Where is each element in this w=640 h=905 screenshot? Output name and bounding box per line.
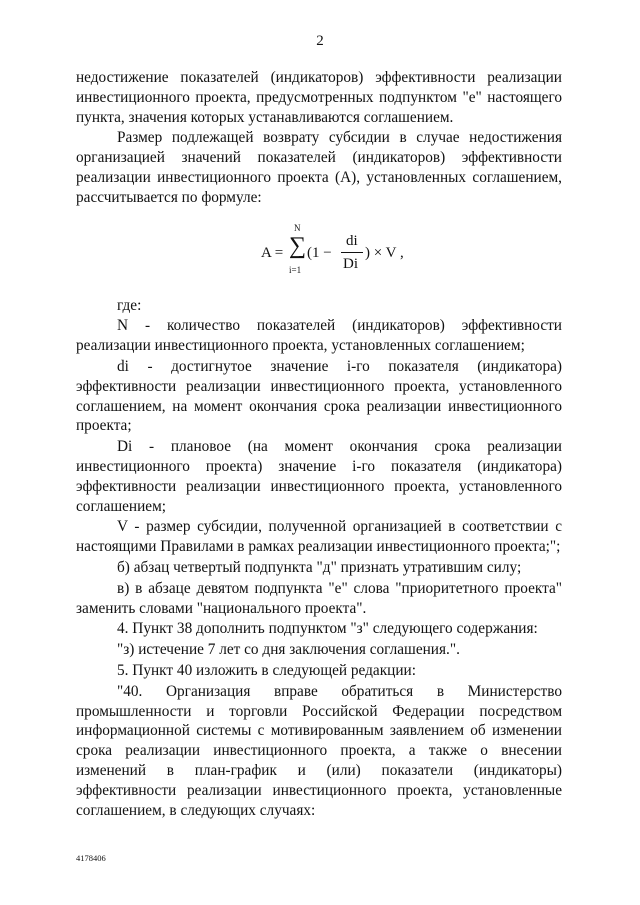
page-number: 2 [316,33,324,49]
definition-di: di - достигнутое значение i-го показателя (индикатора) эффективности реализации инвестиционного проекта, установленного соглашением, на момент окончания срока реализации инвестиционного проекта; [76,357,562,435]
formula-close: ) × V , [365,244,404,261]
formula-lower-limit: i=1 [289,264,302,275]
paragraph: в) в абзаце девятом подпункта "е" слова "приоритетного проекта" заменить словами "национального проекта". [76,579,562,617]
document-body [76,68,562,820]
formula-upper-limit: N [294,222,301,233]
paragraph: Размер подлежащей возврату субсидии в случае недостижения организацией значений показателей (индикаторов) эффективности реализации инвестиционного проекта (А), установленных соглашением, рассчитывается по формуле: [76,129,562,206]
definition-v: V - размер субсидии, полученной организацией в соответствии с настоящими Правилами в рамках реализации инвестиционного проекта;"; [76,518,562,556]
paragraph: "з) истечение 7 лет со дня заключения соглашения.". [117,641,460,659]
formula-lhs: A = [261,244,284,261]
paragraph: 4. Пункт 38 дополнить подпунктом "з" следующего содержания: [117,620,538,638]
formula-sum-sign: ∑ [289,232,307,259]
definition-Di: Di - плановое (на момент окончания срока реализации инвестиционного проекта) значение i-го показателя (индикатора) эффективности реализации инвестиционного проекта, установленного соглашением; [76,438,562,515]
paragraph: недостижение показателей (индикаторов) эффективности реализации инвестиционного проекта, предусмотренных подпунктом "е" настоящего пункта, значения которых устанавливаются соглашением. [76,69,562,126]
where-label: где: [117,296,142,314]
formula-denominator: Di [343,255,358,272]
paragraph: 5. Пункт 40 изложить в следующей редакции: [117,661,416,679]
paragraph: б) абзац четвертый подпункта "д" признать утратившим силу; [117,558,522,576]
formula-open: (1 − [307,244,332,261]
formula [76,216,562,294]
definition-n: N - количество показателей (индикаторов) эффективности реализации инвестиционного проекта, установленных соглашением; [76,317,562,355]
footer-code: 4178406 [76,853,106,863]
formula-numerator: di [346,232,358,249]
formula-fraction-bar [341,252,363,253]
paragraph: "40. Организация вправе обратиться в Министерство промышленности и торговли Российской Федерации посредством информационной системы с мотивированным заявлением об изменении срока реализации инвестиционного проекта, а также о внесении изменений в план-график и (или) показатели (индикаторы) эффективности реализации инвестиционного проекта, установленные соглашением, в следующих случаях: [76,682,562,819]
